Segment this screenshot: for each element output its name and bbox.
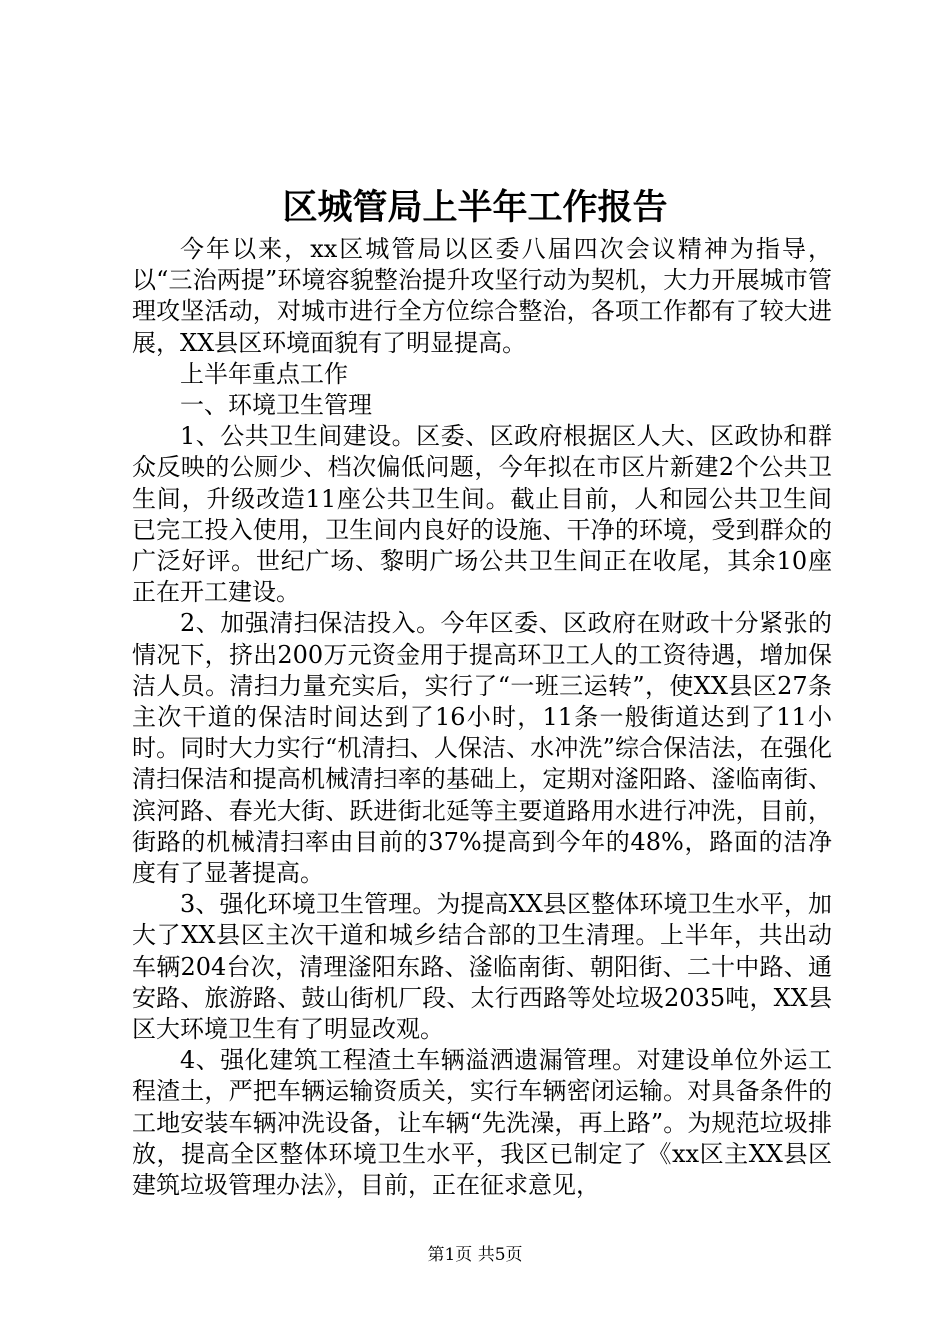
paragraph-item-3: 3、强化环境卫生管理。为提高XX县区整体环境卫生水平，加大了XX县区主次干道和城乡结合部的卫生清理。上半年，共出动车辆204台次，清理滏阳东路、滏临南街、朝阳街、二十中路、通安路、旅游路、鼓山街机厂段、太行西路等处垃圾2035吨，XX县区大环境卫生有了明显改观。 [132, 890, 832, 1044]
paragraph-item-2: 2、加强清扫保洁投入。今年区委、区政府在财政十分紧张的情况下，挤出200万元资金用于提高环卫工人的工资待遇，增加保洁人员。清扫力量充实后，实行了“一班三运转”，使XX县区27条主次干道的保洁时间达到了16小时，11条一般街道达到了11小时。同时大力实行“机清扫、人保洁、水冲洗”综合保洁法，在强化清扫保洁和提高机械清扫率的基础上，定期对滏阳路、滏临南街、滨河路、春光大街、跃进街北延等主要道路用水进行冲洗，目前，街路的机械清扫率由目前的37%提高到今年的48%，路面的洁净度有了显著提高。 [132, 609, 832, 888]
paragraph-section-1-heading: 一、环境卫生管理 [180, 391, 372, 420]
paragraph-item-1: 1、公共卫生间建设。区委、区政府根据区人大、区政协和群众反映的公厕少、档次偏低问题，今年拟在市区片新建2个公共卫生间，升级改造11座公共卫生间。截止目前，人和园公共卫生间已完工投入使用，卫生间内良好的设施、干净的环境，受到群众的广泛好评。世纪广场、黎明广场公共卫生间正在收尾，其余10座正在开工建设。 [132, 422, 832, 607]
paragraph-intro: 今年以来，xx区城管局以区委八届四次会议精神为指导，以“三治两提”环境容貌整治提升攻坚行动为契机，大力开展城市管理攻坚活动，对城市进行全方位综合整治，各项工作都有了较大进展，XX县区环境面貌有了明显提高。 [132, 235, 832, 357]
paragraph-item-4: 4、强化建筑工程渣土车辆溢洒遗漏管理。对建设单位外运工程渣土，严把车辆运输资质关，实行车辆密闭运输。对具备条件的工地安装车辆冲洗设备，让车辆“先洗澡，再上路”。为规范垃圾排放，提高全区整体环境卫生水平，我区已制定了《xx区主XX县区建筑垃圾管理办法》，目前，正在征求意见， [132, 1046, 832, 1200]
paragraph-heading-key-work: 上半年重点工作 [180, 359, 348, 388]
document-body [132, 234, 832, 1201]
document-title: 区城管局上半年工作报告 [282, 187, 668, 228]
page-footer: 第1页 共5页 [427, 1245, 523, 1265]
